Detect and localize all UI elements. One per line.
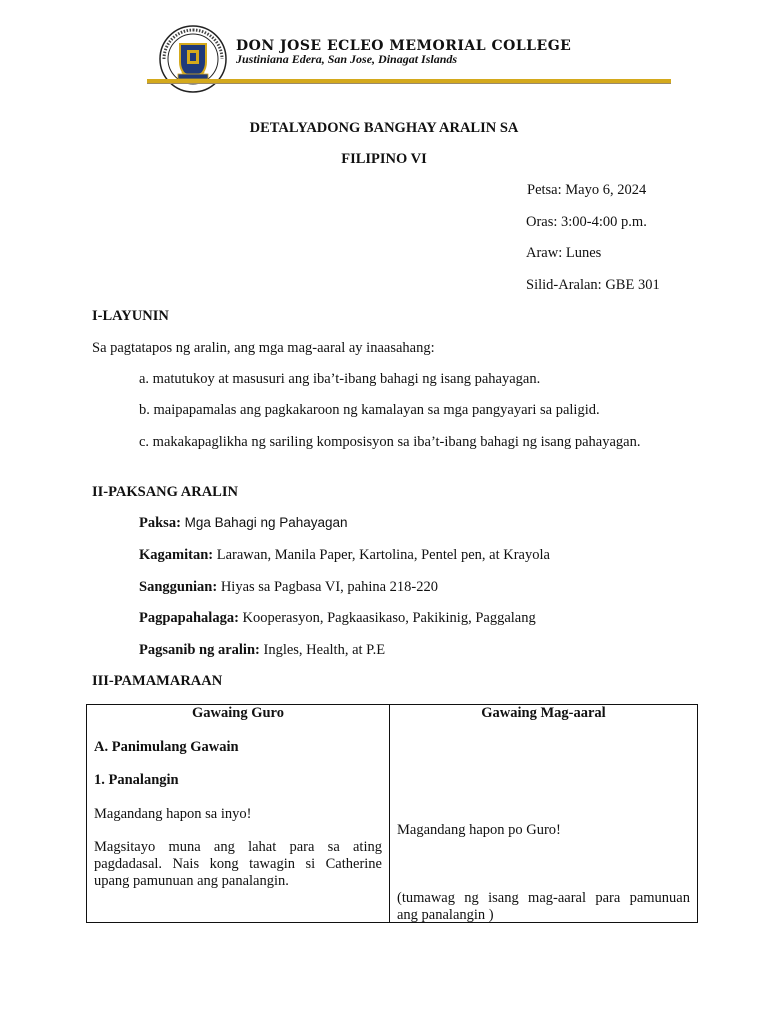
guro-prayer-line: pagdadasal. Nais kong tawagin si Catherine <box>94 856 382 872</box>
paksa-label: Paksa: <box>139 515 181 531</box>
column-header-guro: Gawaing Guro <box>192 705 284 721</box>
section-heading-layunin: I-LAYUNIN <box>92 308 169 324</box>
kagamitan-row <box>139 547 550 564</box>
column-header-mag-aaral: Gawaing Mag-aaral <box>481 705 606 721</box>
pamamaraan-table <box>86 704 698 923</box>
school-name: DON JOSE ECLEO MEMORIAL COLLEGE <box>236 38 572 54</box>
pagpapahalaga-value: Kooperasyon, Pagkaasikaso, Pakikinig, Paggalang <box>242 610 536 626</box>
sanggunian-row <box>139 579 438 596</box>
detail-araw: Araw: Lunes <box>526 245 602 261</box>
school-address: Justiniana Edera, San Jose, Dinagat Islands <box>236 52 458 66</box>
kagamitan-value: Larawan, Manila Paper, Kartolina, Pentel pen, at Krayola <box>216 547 550 563</box>
section-heading-pamamaraan: III-PAMAMARAAN <box>92 673 223 689</box>
detail-oras: Oras: 3:00-4:00 p.m. <box>526 214 647 230</box>
section-heading-paksang-aralin: II-PAKSANG ARALIN <box>92 484 238 500</box>
gawaing-guro-column <box>87 705 390 923</box>
layunin-item: b. maipapamalas ang pagkakaroon ng kamalayan sa mga pangyayari sa paligid. <box>139 402 600 418</box>
sanggunian-label: Sanggunian: <box>139 579 218 595</box>
detail-petsa: Petsa: Mayo 6, 2024 <box>527 182 647 198</box>
detail-silid: Silid-Aralan: GBE 301 <box>526 277 660 293</box>
pagsanib-row <box>139 642 385 659</box>
guro-prayer-line: upang pamunuan ang panalangin. <box>94 873 289 889</box>
pagsanib-label: Pagsanib ng aralin: <box>139 642 260 658</box>
mag-aaral-action-line: ang panalangin ) <box>397 907 494 923</box>
layunin-item: a. matutukoy at masusuri ang iba’t-ibang bahagi ng isang pahayagan. <box>139 371 541 387</box>
panimulang-gawain-heading: A. Panimulang Gawain <box>94 739 239 755</box>
school-header <box>150 20 670 88</box>
document-title-line1: DETALYADONG BANGHAY ARALIN SA <box>249 120 519 136</box>
guro-greeting: Magandang hapon sa inyo! <box>94 806 252 822</box>
mag-aaral-action-line: (tumawag ng isang mag-aaral para pamunuan <box>397 890 690 906</box>
header-rule-shadow <box>147 83 671 84</box>
paksa-row <box>139 515 348 532</box>
kagamitan-label: Kagamitan: <box>139 547 214 563</box>
pagsanib-value: Ingles, Health, at P.E <box>263 642 386 658</box>
sanggunian-value: Hiyas sa Pagbasa VI, pahina 218-220 <box>220 579 439 595</box>
pagpapahalaga-row <box>139 610 536 627</box>
layunin-intro: Sa pagtatapos ng aralin, ang mga mag-aaral ay inaasahang: <box>92 340 435 356</box>
paksa-value: Mga Bahagi ng Pahayagan <box>180 515 348 530</box>
document-title-line2: FILIPINO VI <box>341 151 427 167</box>
guro-prayer-line: Magsitayo muna ang lahat para sa ating <box>94 839 382 855</box>
mag-aaral-response: Magandang hapon po Guro! <box>397 822 561 838</box>
layunin-item: c. makakapaglikha ng sariling komposisyon sa iba’t-ibang bahagi ng isang pahayagan. <box>139 434 641 450</box>
panalangin-heading: 1. Panalangin <box>94 772 179 788</box>
pagpapahalaga-label: Pagpapahalaga: <box>139 610 239 626</box>
gawaing-mag-aaral-column <box>390 705 698 923</box>
